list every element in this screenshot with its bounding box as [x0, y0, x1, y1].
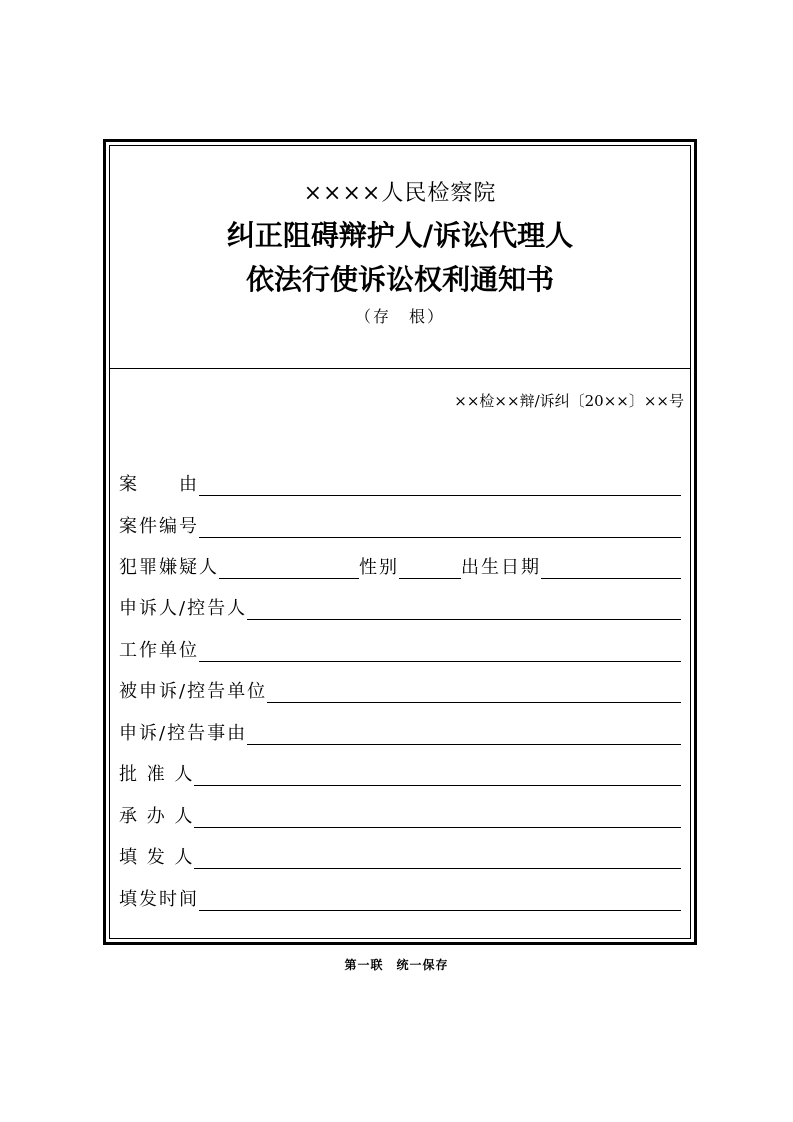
footer-copy-note: 第一联 统一保存 [344, 958, 449, 972]
work-unit-label: 工作单位 [119, 640, 199, 661]
row-handler [119, 802, 681, 828]
complainant-label: 申诉人/控告人 [119, 598, 248, 619]
case-number-field[interactable] [199, 515, 681, 538]
respondent-unit-label: 被申诉/控告单位 [119, 681, 268, 702]
form-inner-border [109, 145, 691, 939]
issuer-label: 填 发 人 [119, 847, 195, 868]
respondent-unit-field[interactable] [267, 680, 681, 703]
row-respondent-unit [119, 677, 681, 703]
row-issue-time [119, 885, 681, 911]
row-work-unit [119, 636, 681, 662]
issue-time-label: 填发时间 [119, 889, 199, 910]
work-unit-field[interactable] [199, 639, 681, 662]
complaint-matter-label: 申诉/控告事由 [119, 723, 248, 744]
row-suspect [119, 553, 681, 579]
birth-date-field[interactable] [541, 556, 681, 579]
row-complainant [119, 594, 681, 620]
form-frame [103, 139, 697, 945]
case-cause-field[interactable] [199, 473, 681, 496]
complainant-field[interactable] [247, 597, 681, 620]
handler-field[interactable] [194, 805, 681, 828]
approver-label: 批 准 人 [119, 764, 195, 785]
handler-label: 承 办 人 [119, 806, 195, 827]
case-number-label: 案件编号 [119, 516, 199, 537]
gender-field[interactable] [399, 556, 461, 579]
suspect-label: 犯罪嫌疑人 [119, 557, 219, 578]
suspect-field[interactable] [219, 556, 359, 579]
title-line-1: 纠正阻碍辩护人/诉讼代理人 [226, 219, 574, 252]
row-complaint-matter [119, 719, 681, 745]
form-header [110, 146, 690, 369]
row-issuer [119, 843, 681, 869]
case-cause-label: 案 由 [119, 474, 199, 495]
birth-date-label: 出生日期 [461, 557, 541, 578]
title-line-2: 依法行使诉讼权利通知书 [245, 263, 554, 296]
procuratorate-name: ××××人民检察院 [303, 181, 497, 206]
approver-field[interactable] [194, 763, 681, 786]
stub-label: （存 根） [354, 307, 445, 326]
document-number: ××检××辩/诉纠〔20××〕××号 [454, 392, 684, 410]
row-approver [119, 760, 681, 786]
issuer-field[interactable] [194, 846, 681, 869]
complaint-matter-field[interactable] [247, 722, 681, 745]
row-case-cause [119, 470, 681, 496]
gender-label: 性别 [359, 557, 399, 578]
row-case-number [119, 512, 681, 538]
issue-time-field[interactable] [199, 888, 681, 911]
